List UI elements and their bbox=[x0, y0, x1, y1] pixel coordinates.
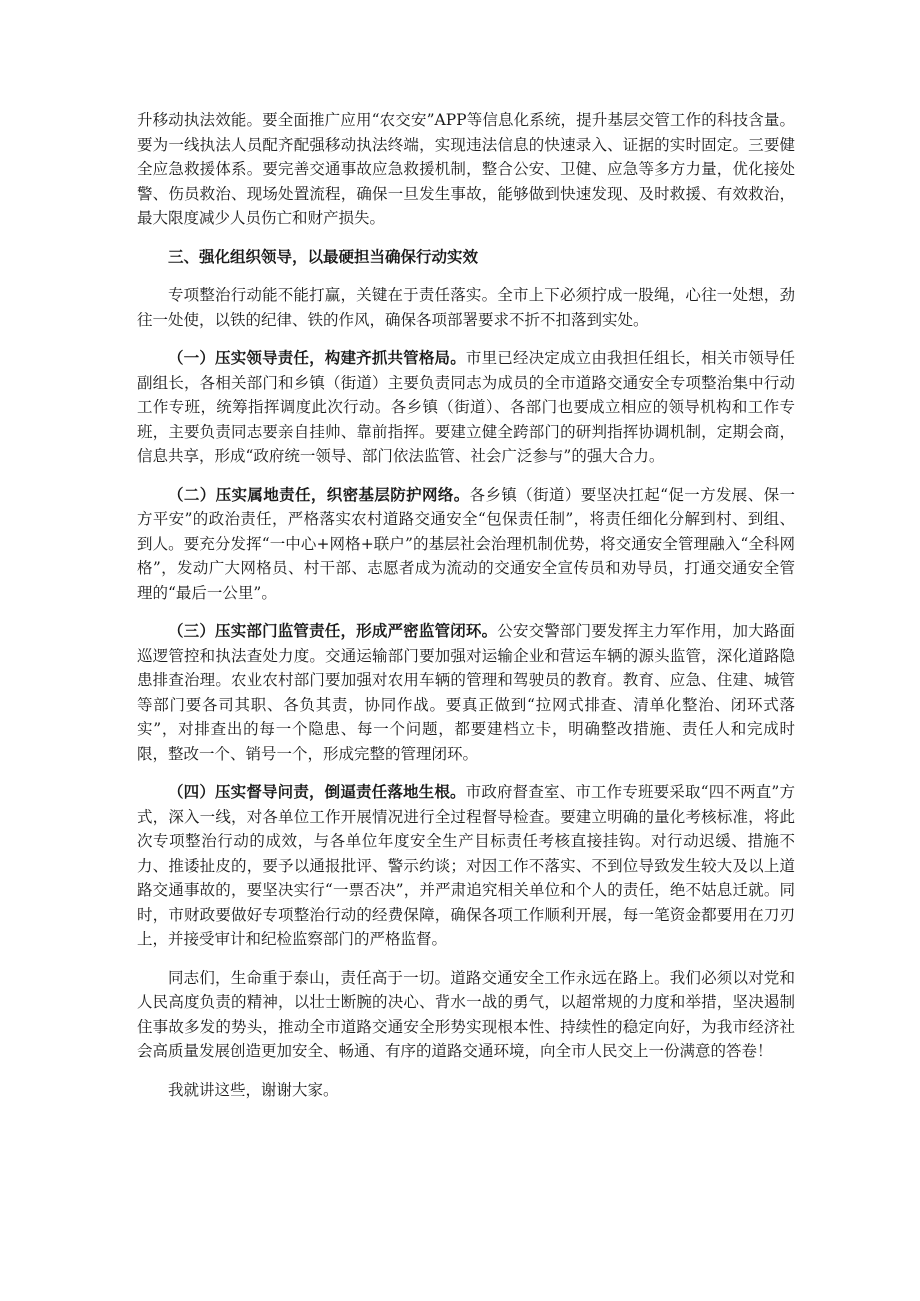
document-page bbox=[137, 108, 795, 1116]
item-1-body: 市里已经决定成立由我担任组长，相关市领导任副组长，各相关部门和乡镇（街道）主要负责同志为成员的全市道路交通安全专项整治集中行动工作专班，统筹指挥调度此次行动。各乡镇（街道）、各部门也要成立相应的领导机构和工作专班，主要负责同志要亲自挂帅、靠前指挥。要建立健全跨部门的研判指挥协调机制，定期会商，信息共享，形成“政府统一领导、部门依法监管、社会广泛参与”的强大合力。 bbox=[137, 349, 795, 465]
paragraph-item-2 bbox=[137, 483, 795, 606]
paragraph-item-3 bbox=[137, 619, 795, 766]
item-4-lead: （四）压实督导问责，倒逼责任落地生根。 bbox=[168, 782, 466, 801]
paragraph-intro: 专项整治行动能不能打赢，关键在于责任落实。全市上下必须拧成一股绳，心往一处想，劲往一处使，以铁的纪律、铁的作风，确保各项部署要求不折不扣落到实处。 bbox=[137, 286, 795, 329]
paragraph-ending: 我就讲这些，谢谢大家。 bbox=[168, 1080, 339, 1099]
paragraph-item-4 bbox=[137, 780, 795, 952]
item-1-lead: （一）压实领导责任，构建齐抓共管格局。 bbox=[168, 348, 466, 367]
paragraph-continued: 升移动执法效能。要全面推广应用“农交安”APP等信息化系统，提升基层交管工作的科技含量。要为一线执法人员配齐配强移动执法终端，实现违法信息的快速录入、证据的实时固定。三要健全应急救援体系。要完善交通事故应急救援机制，整合公安、卫健、应急等多方力量，优化接处警、伤员救治、现场处置流程，确保一旦发生事故，能够做到快速发现、及时救援、有效救治，最大限度减少人员伤亡和财产损失。 bbox=[137, 111, 795, 227]
item-2-body: 各乡镇（街道）要坚决扛起“促一方发展、保一方平安”的政治责任，严格落实农村道路交通安全“包保责任制”，将责任细化分解到村、到组、到人。要充分发挥“一中心+网格+联户”的基层社会治理机制优势，将交通安全管理融入“全科网格”，发动广大网格员、村干部、志愿者成为流动的交通安全宣传员和劝导员，打通交通安全管理的“最后一公里”。 bbox=[137, 485, 795, 602]
item-4-body: 市政府督查室、市工作专班要采取“四不两直”方式，深入一线，对各单位工作开展情况进行全过程督导检查。要建立明确的量化考核标准，将此次专项整治行动的成效，与各单位年度安全生产目标责任考核直接挂钩。对行动迟缓、措施不力、推诿扯皮的，要予以通报批评、警示约谈；对因工作不落实、不到位导致发生较大及以上道路交通事故的，要坚决实行“一票否决”，并严肃追究相关单位和个人的责任，绝不姑息迁就。同时，市财政要做好专项整治行动的经费保障，确保各项工作顺利开展，每一笔资金都要用在刀刃上，并接受审计和纪检监察部门的严格监督。 bbox=[137, 783, 795, 948]
paragraph-item-1 bbox=[137, 346, 795, 469]
item-3-lead: （三）压实部门监管责任，形成严密监管闭环。 bbox=[168, 621, 498, 640]
section-heading-3: 三、强化组织领导，以最硬担当确保行动实效 bbox=[168, 246, 479, 266]
paragraph-closing: 同志们，生命重于泰山，责任高于一切。道路交通安全工作永远在路上。我们必须以对党和人民高度负责的精神，以壮士断腕的决心、背水一战的勇气，以超常规的力度和举措，坚决遏制住事故多发的势头，推动全市道路交通安全形势实现根本性、持续性的稳定向好，为我市经济社会高质量发展创造更加安全、畅通、有序的道路交通环境，向全市人民交上一份满意的答卷！ bbox=[137, 968, 795, 1060]
item-2-lead: （二）压实属地责任，织密基层防护网络。 bbox=[168, 484, 470, 504]
item-3-body: 公安交警部门要发挥主力军作用，加大路面巡逻管控和执法查处力度。交通运输部门要加强对运输企业和营运车辆的源头监管，深化道路隐患排查治理。农业农村部门要加强对农用车辆的管理和驾驶员的教育。教育、应急、住建、城管等部门要各司其职、各负其责，协同作战。要真正做到“拉网式排查、清单化整治、闭环式落实”，对排查出的每一个隐患、每一个问题，都要建档立卡，明确整改措施、责任人和完成时限，整改一个、销号一个，形成完整的管理闭环。 bbox=[137, 622, 795, 763]
